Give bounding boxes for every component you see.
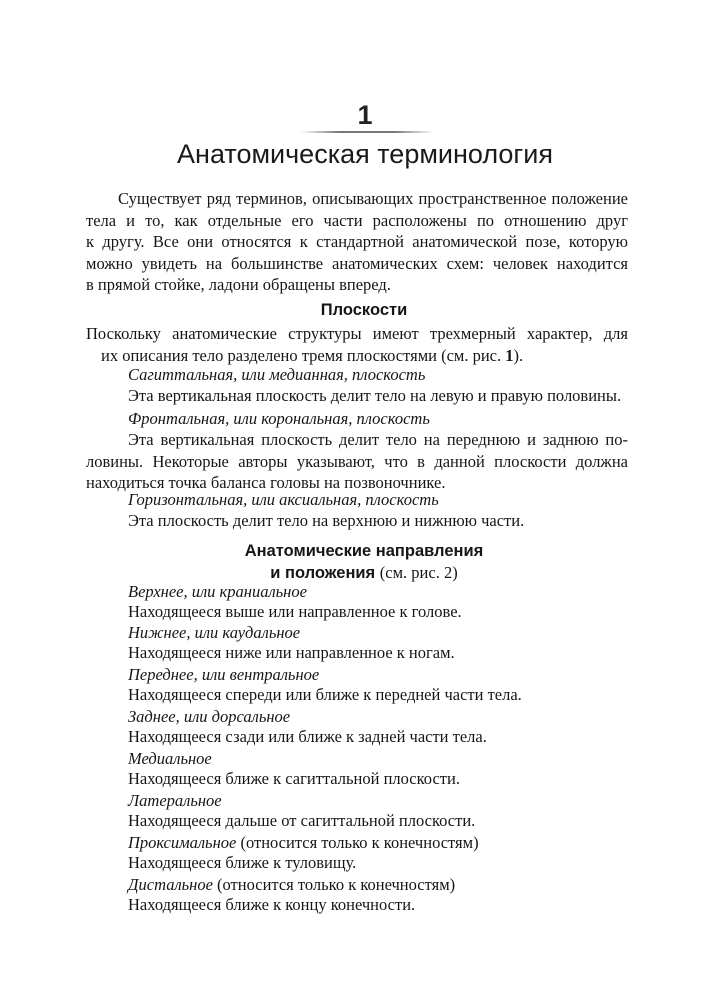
direction-definition: Находящееся ближе к концу конечности. [128,895,416,914]
direction-term [128,832,628,853]
direction-definition: Находящееся спереди или ближе к передней части тела. [128,685,522,704]
plane-definition-line: Эта вертикальная плоскость делит тело на переднюю и заднюю по- [128,430,628,449]
direction-note: (относится только к конечностям) [217,875,456,894]
figure-reference: 1 [505,345,514,365]
figure-reference: (см. рис. 2) [379,563,458,582]
planes-intro [86,323,628,366]
directions-heading-text: и положения [270,564,376,582]
planes-heading: Плоскости [320,301,408,319]
direction-term-text: Нижнее, или каудальное [128,623,301,642]
planes-intro-text: их описания тело разделено тремя плоскостями (см. рис. [101,345,506,365]
direction-term [128,874,628,895]
direction-term-text: Латеральное [128,791,222,810]
plane-term: Фронтальная, или корональная, плоскость [128,409,430,428]
planes-intro-line [86,345,628,367]
directions-heading-line: Анатомические направления [244,542,484,560]
plane-definition-line: ловины. Некоторые авторы указывают, что в данной плоскости должна [86,451,628,471]
direction-term [128,664,628,685]
direction-term-text: Проксимальное [128,833,237,852]
chapter-divider [300,131,434,133]
direction-term [128,622,628,643]
direction-definition: Находящееся ближе к сагиттальной плоскости. [128,769,460,788]
directions-heading [86,541,642,584]
direction-term [128,790,628,811]
plane-definition: Эта вертикальная плоскость делит тело на левую и правую половины. [128,386,622,405]
direction-term [128,748,628,769]
direction-term [128,581,628,602]
intro-line: можно увидеть на большинстве анатомических схем: человек находится [86,253,628,273]
direction-term-text: Верхнее, или краниальное [128,582,307,601]
plane-term: Горизонтальная, или аксиальная, плоскость [128,490,439,509]
plane-term: Сагиттальная, или медианная, плоскость [128,365,426,384]
intro-line: тела и то, как отдельные его части расположены по отношению друг [86,210,628,230]
direction-term-text: Заднее, или дорсальное [128,707,291,726]
chapter-title: Анатомическая терминология [177,139,553,169]
intro-line: к другу. Все они относятся к стандартной анатомической позе, которую [86,232,628,251]
direction-term [128,706,628,727]
planes-intro-end: ). [513,345,524,365]
intro-paragraph [86,188,628,296]
intro-line: Существует ряд терминов, описывающих пространственное положение [118,189,628,208]
plane-definition-line: находиться точка баланса головы на позвоночнике. [86,473,446,492]
direction-definition: Находящееся ниже или направленное к ногам. [128,643,455,662]
plane-definition: Эта плоскость делит тело на верхнюю и нижнюю части. [128,511,525,530]
planes-intro-line: Поскольку анатомические структуры имеют трехмерный характер, для [86,324,628,343]
direction-term-text: Дистальное [128,875,213,894]
plane-definition [86,429,628,494]
direction-term-text: Медиальное [128,749,212,768]
direction-definition: Находящееся сзади или ближе к задней части тела. [128,727,487,746]
direction-definition: Находящееся дальше от сагиттальной плоскости. [128,811,476,830]
direction-definition: Находящееся выше или направленное к голове. [128,602,462,621]
direction-definition: Находящееся ближе к туловищу. [128,853,357,872]
chapter-number: 1 [357,100,373,130]
intro-line: в прямой стойке, ладони обращены вперед. [86,275,391,294]
direction-note: (относится только к конечностям) [240,833,479,852]
direction-term-text: Переднее, или вентральное [128,665,320,684]
